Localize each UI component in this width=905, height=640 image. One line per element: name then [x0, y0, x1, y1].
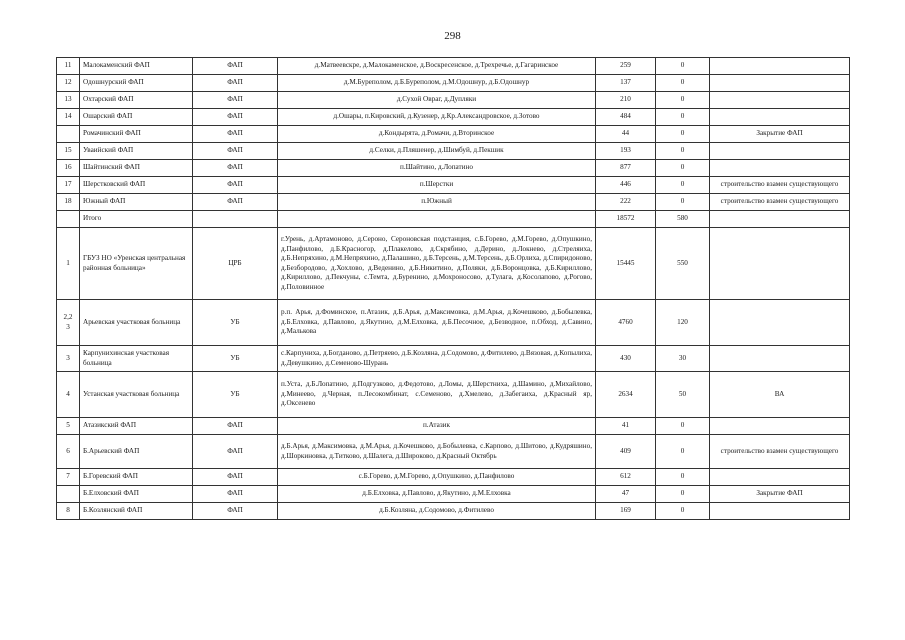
beds-count-cell: 0 [656, 194, 710, 211]
population-count-cell: 4760 [596, 300, 656, 346]
facility-name-cell: ГБУЗ НО «Уренская центральная районная больница» [80, 228, 193, 300]
table-row [57, 346, 850, 372]
facility-name-cell: Ромачинский ФАП [80, 126, 193, 143]
note-cell: Закрытие ФАП [710, 486, 850, 503]
facility-type-cell: ФАП [193, 75, 278, 92]
facility-type-cell: ФАП [193, 109, 278, 126]
row-number-cell: 13 [57, 92, 80, 109]
beds-count-cell: 0 [656, 469, 710, 486]
settlements-served-cell: г.Урень, д.Артамоново, д.Сероно, Сероновская подстанция, с.Б.Горево, д.М.Горево, д.Опушкино, д.Панфилово, д.Б.Красногор, д.Плакелово, д.Скрябино, д.Дерино, д.Локнево, д.Стреляиха, д.Б.Непряхино, д.М.Непряхино, д.Палашино, д.Б.Терсень, д.М.Терсень, д.Б.Орлиха, д.Спиридоново, д.Безбородово, д.Хохлово, д.Веденино, д.Б.Никитино, д.Поляки, д.Б.Воронцовка, д.Б.Кириллово, д.Кириллово, д.Пекчуны, с.Темта, д.Буренино, д.Мохроносово, д.Тулага, д.Косолапово, д.Рогово, д.Половинное [278, 228, 596, 300]
row-number-cell [57, 486, 80, 503]
beds-count-cell: 0 [656, 92, 710, 109]
note-cell [710, 92, 850, 109]
facility-type-cell: ФАП [193, 126, 278, 143]
row-number-cell: 3 [57, 346, 80, 372]
facility-type-cell: УБ [193, 300, 278, 346]
note-cell [710, 160, 850, 177]
settlements-served-cell: д.Сухой Овраг, д.Дупляки [278, 92, 596, 109]
note-cell [710, 346, 850, 372]
settlements-served-cell: п.Уста, д.Б.Лопатино, д.Подгузково, д.Федотово, д.Ломы, д.Шерстниха, д.Шамино, д.Михайлово, д.Минеево, д.Черная, п.Лесокомбинат, с.Семеново, д.Хмелево, д.Забегаиха, д.Красный яр, д.Оксенево [278, 372, 596, 418]
beds-count-cell: 0 [656, 160, 710, 177]
settlements-served-cell: д.Селки, д.Пляшенер, д.Шимбуй, д.Пекшик [278, 143, 596, 160]
settlements-served-cell: п.Шайтино, д.Лопатино [278, 160, 596, 177]
population-count-cell: 15445 [596, 228, 656, 300]
table-row [57, 177, 850, 194]
facility-type-cell: ФАП [193, 92, 278, 109]
settlements-served-cell: д.М.Буреполом, д.Б.Буреполом, д.М.Одошнур, д.Б.Одошнур [278, 75, 596, 92]
population-count-cell: 612 [596, 469, 656, 486]
beds-count-cell: 0 [656, 143, 710, 160]
note-cell [710, 75, 850, 92]
settlements-served-cell: п.Южный [278, 194, 596, 211]
note-cell: Закрытие ФАП [710, 126, 850, 143]
population-count-cell: 2634 [596, 372, 656, 418]
row-number-cell: 6 [57, 435, 80, 469]
population-count-cell: 193 [596, 143, 656, 160]
row-number-cell: 5 [57, 418, 80, 435]
settlements-served-cell: д.Матвеевскре, д.Малокаменское, д.Воскресенское, д.Трехречье, д.Гагаринское [278, 58, 596, 75]
row-number-cell [57, 126, 80, 143]
facility-type-cell: ФАП [193, 418, 278, 435]
facility-name-cell: Б.Горевский ФАП [80, 469, 193, 486]
facility-name-cell: Арьевская участковая больница [80, 300, 193, 346]
table-body [57, 58, 850, 520]
note-cell [710, 228, 850, 300]
beds-count-cell: 0 [656, 177, 710, 194]
facility-name-cell: Б.Арьевский ФАП [80, 435, 193, 469]
beds-count-cell: 0 [656, 75, 710, 92]
note-cell [710, 503, 850, 520]
facility-type-cell: ФАП [193, 469, 278, 486]
settlements-served-cell: с.Карпуниха, д.Богданово, д.Петряево, д.Б.Козляна, д.Содомово, д.Фитилево, д.Вязовая, д.Копылиха, д.Девушкино, д.Семеново-Шурань [278, 346, 596, 372]
table-row [57, 469, 850, 486]
population-count-cell: 409 [596, 435, 656, 469]
facility-name-cell: Шайтинский ФАП [80, 160, 193, 177]
table-row [57, 435, 850, 469]
population-count-cell: 222 [596, 194, 656, 211]
note-cell [710, 469, 850, 486]
beds-count-cell: 0 [656, 435, 710, 469]
table-row [57, 503, 850, 520]
note-cell [710, 109, 850, 126]
beds-count-cell: 580 [656, 211, 710, 228]
row-number-cell [57, 211, 80, 228]
table-row [57, 109, 850, 126]
facility-name-cell: Одошнурский ФАП [80, 75, 193, 92]
population-count-cell: 877 [596, 160, 656, 177]
beds-count-cell: 0 [656, 126, 710, 143]
facility-name-cell: Итого [80, 211, 193, 228]
settlements-served-cell: д.Б.Арья, д.Максимовка, д.М.Арья, д.Кочешково, д.Бобылевка, с.Карпово, д.Шитово, д.Кудряшино, д.Шоркиновка, д.Титково, д.Шалега, д.Широково, д.Красный Октябрь [278, 435, 596, 469]
note-cell [710, 58, 850, 75]
row-number-cell: 15 [57, 143, 80, 160]
facility-name-cell: Охтарский ФАП [80, 92, 193, 109]
beds-count-cell: 0 [656, 503, 710, 520]
note-cell [710, 418, 850, 435]
row-number-cell: 14 [57, 109, 80, 126]
table-row [57, 194, 850, 211]
row-number-cell: 4 [57, 372, 80, 418]
population-count-cell: 430 [596, 346, 656, 372]
facility-type-cell: ФАП [193, 486, 278, 503]
row-number-cell: 17 [57, 177, 80, 194]
row-number-cell: 2,2 3 [57, 300, 80, 346]
table-row [57, 143, 850, 160]
population-count-cell: 18572 [596, 211, 656, 228]
population-count-cell: 169 [596, 503, 656, 520]
row-number-cell: 12 [57, 75, 80, 92]
row-number-cell: 8 [57, 503, 80, 520]
row-number-cell: 16 [57, 160, 80, 177]
facility-name-cell: Южный ФАП [80, 194, 193, 211]
population-count-cell: 44 [596, 126, 656, 143]
note-cell: ВА [710, 372, 850, 418]
settlements-served-cell: п.Атазик [278, 418, 596, 435]
facility-name-cell: Уваийский ФАП [80, 143, 193, 160]
note-cell [710, 143, 850, 160]
table-row [57, 211, 850, 228]
population-count-cell: 484 [596, 109, 656, 126]
population-count-cell: 259 [596, 58, 656, 75]
facilities-table [56, 57, 850, 520]
facility-type-cell: ФАП [193, 503, 278, 520]
facility-name-cell: Шерстковский ФАП [80, 177, 193, 194]
beds-count-cell: 0 [656, 58, 710, 75]
facility-name-cell: Карпунихинская участковая больница [80, 346, 193, 372]
population-count-cell: 47 [596, 486, 656, 503]
settlements-served-cell: д.Кондырята, д.Ромачи, д.Вторинское [278, 126, 596, 143]
row-number-cell: 18 [57, 194, 80, 211]
beds-count-cell: 0 [656, 418, 710, 435]
facility-type-cell: УБ [193, 346, 278, 372]
facility-name-cell: Б.Елховский ФАП [80, 486, 193, 503]
settlements-served-cell: д.Б.Елховка, д.Павлово, д.Якутино, д.М.Елховка [278, 486, 596, 503]
facility-type-cell [193, 211, 278, 228]
settlements-served-cell: с.Б.Горево, д.М.Горево, д.Опушкино, д.Панфилово [278, 469, 596, 486]
beds-count-cell: 0 [656, 109, 710, 126]
facility-name-cell: Б.Козлянский ФАП [80, 503, 193, 520]
facility-type-cell: ФАП [193, 435, 278, 469]
facility-type-cell: ФАП [193, 58, 278, 75]
beds-count-cell: 120 [656, 300, 710, 346]
table-row [57, 92, 850, 109]
facility-type-cell: ФАП [193, 160, 278, 177]
table-row [57, 372, 850, 418]
beds-count-cell: 550 [656, 228, 710, 300]
note-cell [710, 211, 850, 228]
facility-type-cell: ЦРБ [193, 228, 278, 300]
settlements-served-cell [278, 211, 596, 228]
population-count-cell: 210 [596, 92, 656, 109]
settlements-served-cell: п.Шерстки [278, 177, 596, 194]
table-row [57, 58, 850, 75]
facility-type-cell: ФАП [193, 194, 278, 211]
population-count-cell: 446 [596, 177, 656, 194]
note-cell: строительство взамен существующего [710, 177, 850, 194]
facility-type-cell: ФАП [193, 177, 278, 194]
page-number: 298 [444, 30, 461, 42]
beds-count-cell: 0 [656, 486, 710, 503]
note-cell: строительство взамен существующего [710, 435, 850, 469]
population-count-cell: 41 [596, 418, 656, 435]
table-row [57, 126, 850, 143]
table-row [57, 228, 850, 300]
settlements-served-cell: д.Ошары, п.Кировский, д.Кузенер, д.Кр.Александровское, д.Зотово [278, 109, 596, 126]
settlements-served-cell: р.п. Арья, д.Фоминское, п.Атазик, д.Б.Арья, д.Максимовка, д.М.Арья, д.Кочешково, д.Бобылевка, д.Б.Елховка, д.Павлово, д.Якутино, д.М.Елховка, д.Б.Песочное, д.Безводное, п.Обход, д.Савино, д.Малькова [278, 300, 596, 346]
facility-name-cell: Малокаменский ФАП [80, 58, 193, 75]
row-number-cell: 7 [57, 469, 80, 486]
facility-type-cell: УБ [193, 372, 278, 418]
note-cell [710, 300, 850, 346]
facility-type-cell: ФАП [193, 143, 278, 160]
facility-name-cell: Устанская участковая больница [80, 372, 193, 418]
beds-count-cell: 30 [656, 346, 710, 372]
settlements-served-cell: д.Б.Козляна, д.Содомово, д.Фитилево [278, 503, 596, 520]
facility-name-cell: Атазикский ФАП [80, 418, 193, 435]
table-row [57, 160, 850, 177]
row-number-cell: 1 [57, 228, 80, 300]
table-row [57, 300, 850, 346]
row-number-cell: 11 [57, 58, 80, 75]
table-row [57, 418, 850, 435]
note-cell: строительство взамен существующего [710, 194, 850, 211]
beds-count-cell: 50 [656, 372, 710, 418]
table-row [57, 75, 850, 92]
table-row [57, 486, 850, 503]
facility-name-cell: Ошарский ФАП [80, 109, 193, 126]
population-count-cell: 137 [596, 75, 656, 92]
